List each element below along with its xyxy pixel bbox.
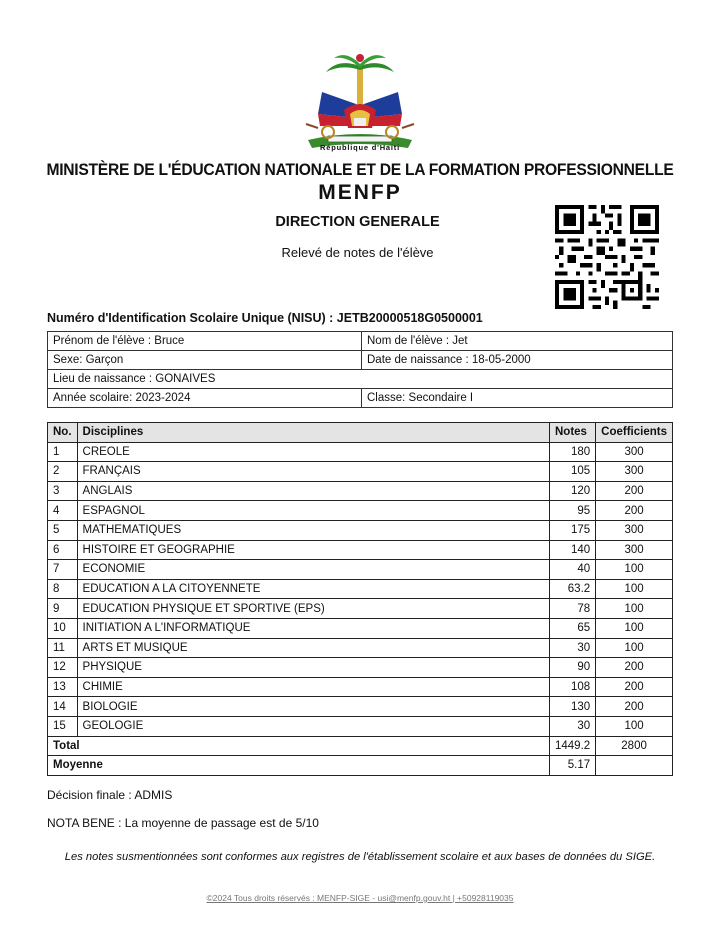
direction-title: DIRECTION GENERALE	[275, 214, 440, 230]
grade-row	[48, 462, 673, 482]
grade-number: 7	[48, 560, 78, 580]
grade-note: 140	[549, 540, 595, 560]
ministry-acronym: MENFP	[318, 181, 402, 204]
grade-discipline: BIOLOGIE	[77, 697, 549, 717]
grade-note: 130	[549, 697, 595, 717]
average-value: 5.17	[549, 756, 595, 776]
total-coefficients: 2800	[596, 736, 673, 756]
grade-number: 9	[48, 599, 78, 619]
average-label: Moyenne	[48, 756, 550, 776]
header-no: No.	[48, 423, 78, 443]
grade-discipline: MATHEMATIQUES	[77, 520, 549, 540]
grade-coefficient: 200	[596, 501, 673, 521]
grade-number: 12	[48, 658, 78, 678]
grades-header-row	[48, 423, 673, 443]
grade-number: 1	[48, 442, 78, 462]
grade-discipline: EDUCATION PHYSIQUE ET SPORTIVE (EPS)	[77, 599, 549, 619]
info-row	[48, 389, 673, 408]
header-coefficients: Coefficients	[596, 423, 673, 443]
header-discipline: Disciplines	[77, 423, 549, 443]
student-class: Classe: Secondaire I	[362, 389, 673, 408]
grade-number: 14	[48, 697, 78, 717]
grade-coefficient: 100	[596, 716, 673, 736]
grade-note: 30	[549, 638, 595, 658]
grade-discipline: CHIMIE	[77, 677, 549, 697]
grade-row	[48, 442, 673, 462]
average-coefficient	[596, 756, 673, 776]
grade-number: 8	[48, 579, 78, 599]
grade-coefficient: 300	[596, 442, 673, 462]
grade-number: 6	[48, 540, 78, 560]
ministry-title: MINISTÈRE DE L'ÉDUCATION NATIONALE ET DE LA FORMATION PROFESSIONNELLE	[46, 160, 674, 179]
school-year: Année scolaire: 2023-2024	[48, 389, 362, 408]
grade-note: 105	[549, 462, 595, 482]
grade-discipline: EDUCATION A LA CITOYENNETE	[77, 579, 549, 599]
grade-row	[48, 716, 673, 736]
grade-row	[48, 540, 673, 560]
grade-note: 120	[549, 481, 595, 501]
grade-discipline: ECONOMIE	[77, 560, 549, 580]
grade-note: 95	[549, 501, 595, 521]
grade-row	[48, 501, 673, 521]
grade-row	[48, 677, 673, 697]
final-decision: Décision finale : ADMIS	[47, 788, 173, 802]
grade-row	[48, 599, 673, 619]
grade-note: 30	[549, 716, 595, 736]
grade-coefficient: 100	[596, 638, 673, 658]
student-sex: Sexe: Garçon	[48, 351, 362, 370]
student-birth-date: Date de naissance : 18-05-2000	[362, 351, 673, 370]
grade-coefficient: 300	[596, 540, 673, 560]
grade-row	[48, 618, 673, 638]
grade-row	[48, 658, 673, 678]
info-row	[48, 351, 673, 370]
grade-row	[48, 560, 673, 580]
grade-note: 78	[549, 599, 595, 619]
total-row	[48, 736, 673, 756]
grade-coefficient: 100	[596, 618, 673, 638]
grade-number: 10	[48, 618, 78, 638]
emblem-caption: République d'Haiti	[320, 143, 400, 152]
grade-coefficient: 100	[596, 599, 673, 619]
grade-discipline: PHYSIQUE	[77, 658, 549, 678]
grade-number: 11	[48, 638, 78, 658]
header-notes: Notes	[549, 423, 595, 443]
grade-note: 65	[549, 618, 595, 638]
grade-discipline: ANGLAIS	[77, 481, 549, 501]
grade-number: 4	[48, 501, 78, 521]
grade-number: 13	[48, 677, 78, 697]
grade-discipline: ESPAGNOL	[77, 501, 549, 521]
info-row	[48, 370, 673, 389]
grade-discipline: GEOLOGIE	[77, 716, 549, 736]
grade-number: 2	[48, 462, 78, 482]
grade-coefficient: 100	[596, 560, 673, 580]
total-label: Total	[48, 736, 550, 756]
haiti-coat-of-arms-icon	[298, 48, 422, 158]
average-row	[48, 756, 673, 776]
grade-note: 175	[549, 520, 595, 540]
certification-statement: Les notes susmentionnées sont conformes aux registres de l'établissement scolaire et aux bases de données du SIGE.	[64, 851, 656, 863]
grade-coefficient: 200	[596, 481, 673, 501]
grade-number: 3	[48, 481, 78, 501]
info-row	[48, 332, 673, 351]
grade-coefficient: 300	[596, 520, 673, 540]
grade-discipline: CREOLE	[77, 442, 549, 462]
grade-row	[48, 520, 673, 540]
qr-code-icon	[555, 205, 659, 309]
grade-row	[48, 697, 673, 717]
total-notes: 1449.2	[549, 736, 595, 756]
nota-bene: NOTA BENE : La moyenne de passage est de 5/10	[47, 816, 319, 830]
footer-copyright-link[interactable]: ©2024 Tous droits réservés : MENFP-SIGE - usi@menfp.gouv.ht | +50928119035	[206, 893, 514, 903]
student-info-table	[47, 331, 673, 408]
grade-note: 108	[549, 677, 595, 697]
grade-coefficient: 200	[596, 677, 673, 697]
grade-row	[48, 481, 673, 501]
grade-row	[48, 638, 673, 658]
grades-table	[47, 422, 673, 776]
document-subtitle: Relevé de notes de l'élève	[281, 245, 434, 260]
student-first-name: Prénom de l'élève : Bruce	[48, 332, 362, 351]
grade-number: 5	[48, 520, 78, 540]
grade-row	[48, 579, 673, 599]
student-birth-place: Lieu de naissance : GONAIVES	[48, 370, 673, 389]
grade-discipline: HISTOIRE ET GEOGRAPHIE	[77, 540, 549, 560]
student-last-name: Nom de l'élève : Jet	[362, 332, 673, 351]
grade-coefficient: 300	[596, 462, 673, 482]
grade-note: 63.2	[549, 579, 595, 599]
grade-discipline: FRANÇAIS	[77, 462, 549, 482]
grade-note: 40	[549, 560, 595, 580]
nisu-label: Numéro d'Identification Scolaire Unique (NISU) : JETB20000518G0500001	[47, 311, 483, 325]
grade-coefficient: 200	[596, 658, 673, 678]
grade-discipline: INITIATION A L'INFORMATIQUE	[77, 618, 549, 638]
grade-number: 15	[48, 716, 78, 736]
grade-note: 180	[549, 442, 595, 462]
grade-coefficient: 100	[596, 579, 673, 599]
grade-note: 90	[549, 658, 595, 678]
grade-discipline: ARTS ET MUSIQUE	[77, 638, 549, 658]
grade-coefficient: 200	[596, 697, 673, 717]
